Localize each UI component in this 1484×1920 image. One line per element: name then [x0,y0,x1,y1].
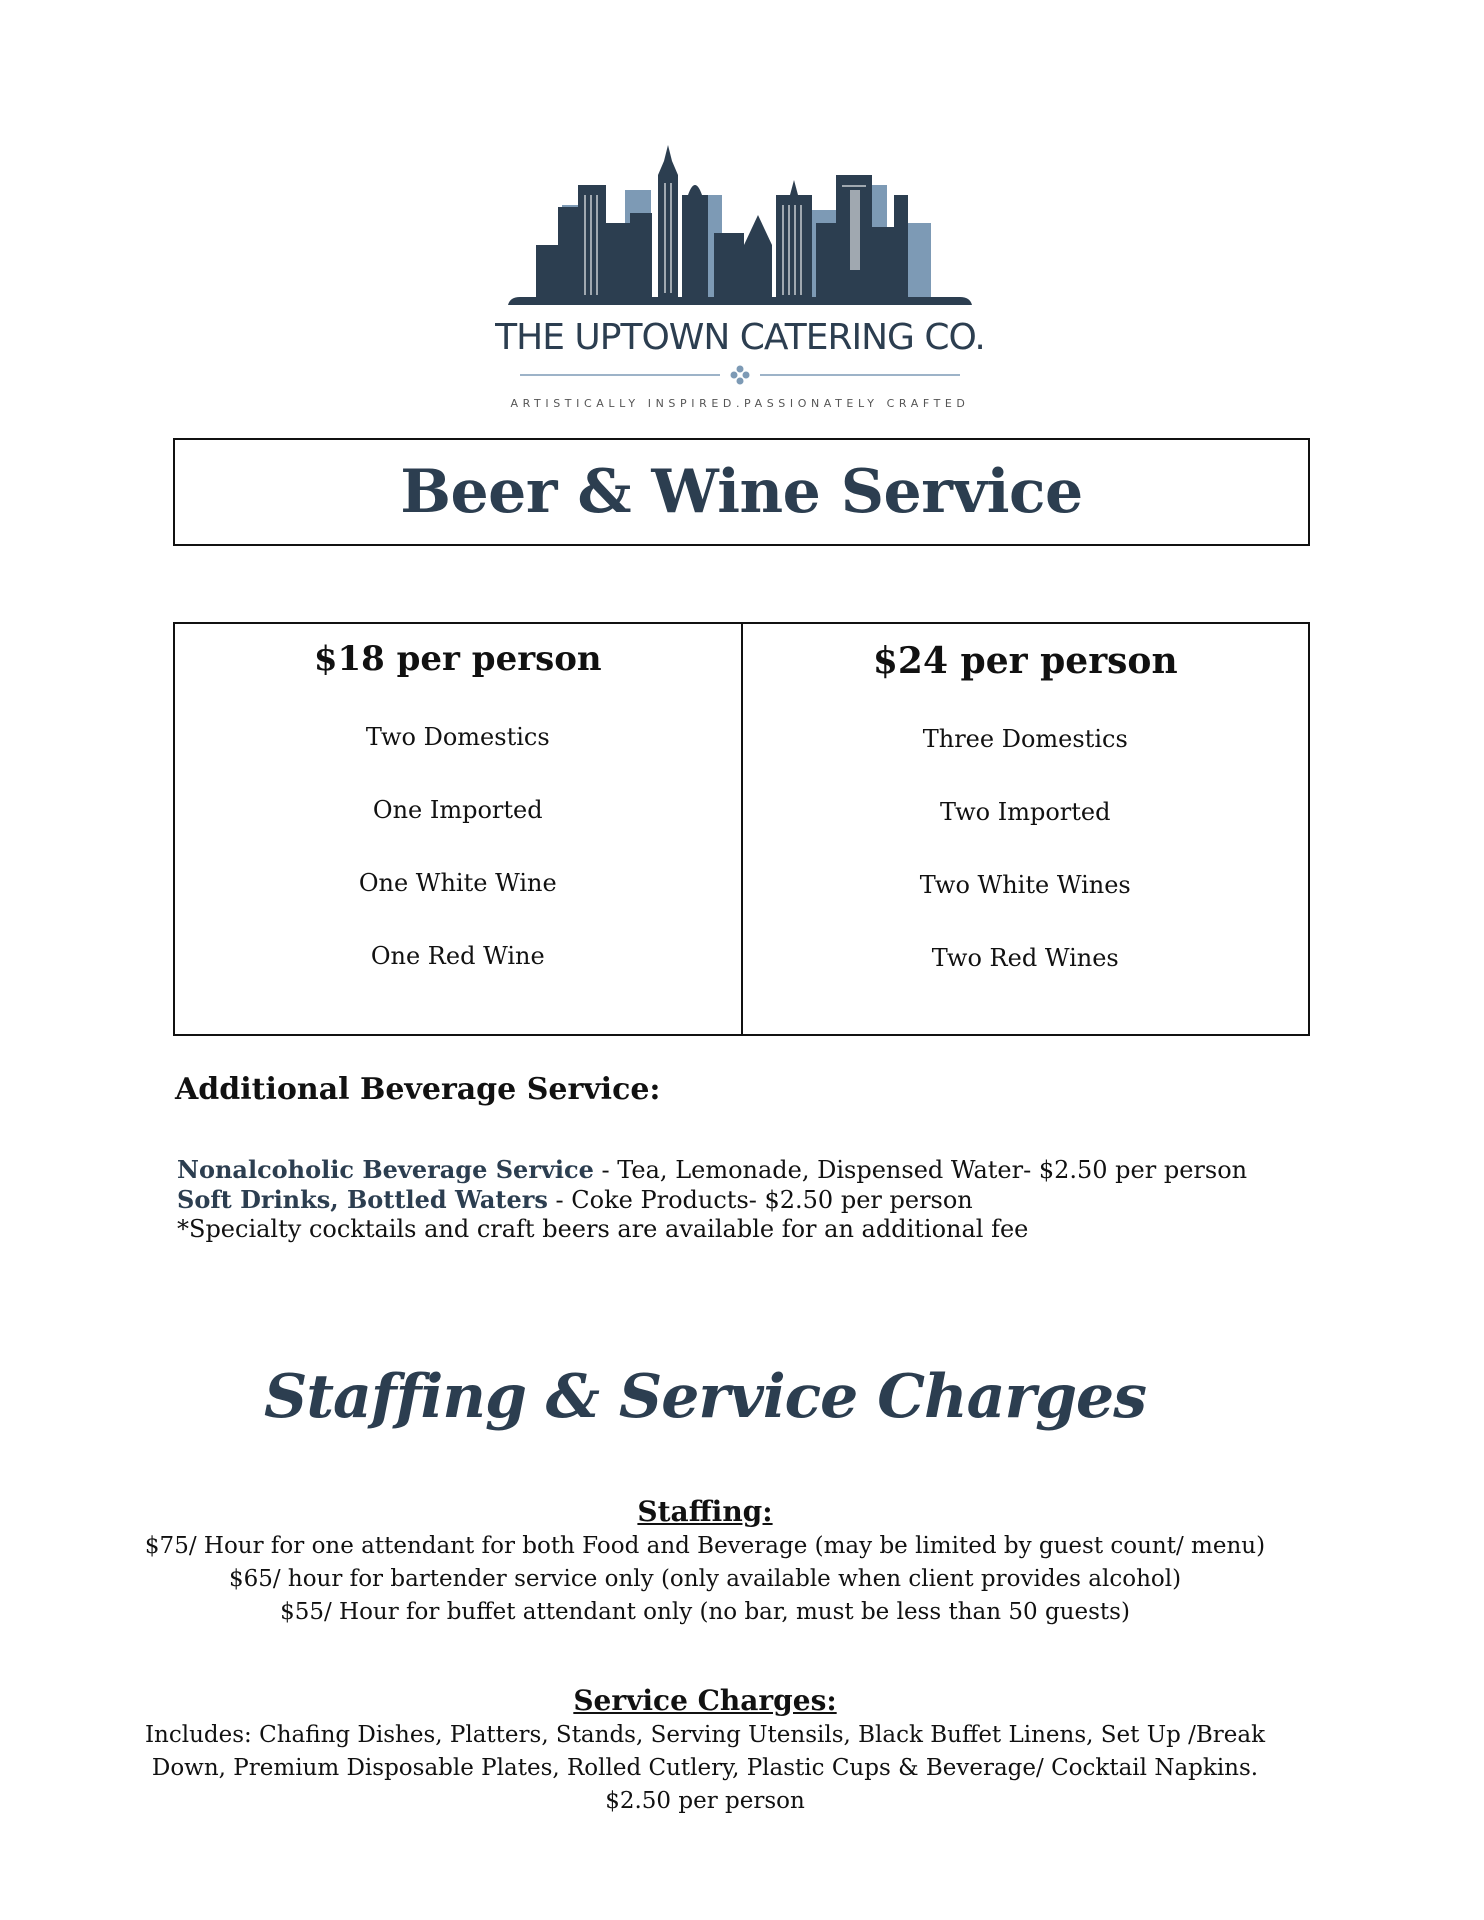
package-item: Two Red Wines [931,944,1119,972]
service-charges-line: Down, Premium Disposable Plates, Rolled Cutlery, Plastic Cups & Beverage/ Cocktail Napkins. [151,1755,1259,1781]
package-item: One Red Wine [370,942,545,970]
package-items [743,722,1309,1014]
list-item [177,1155,1247,1185]
staffing-section-title: Staffing & Service Charges [264,1362,1146,1432]
package-item: Three Domestics [922,725,1128,753]
package-column-basic [175,624,741,1034]
item-label: Nonalcoholic Beverage Service [177,1155,594,1184]
package-item: Two White Wines [919,871,1131,899]
item-text: *Specialty cocktails and craft beers are available for an additional fee [177,1215,1029,1243]
city-skyline-icon [490,135,990,315]
additional-beverage-list [177,1155,1247,1244]
divider-ornament-icon [515,365,965,385]
package-column-premium [741,624,1309,1034]
service-charges-price: $2.50 per person [605,1788,805,1814]
package-price: $24 per person [872,640,1178,682]
tagline: ARTISTICALLY INSPIRED.PASSIONATELY CRAFTED [510,397,970,410]
service-charges-block [0,1683,1410,1818]
brand-name: THE UPTOWN CATERING CO. [495,317,985,358]
company-logo [490,135,990,415]
service-charges-line: Includes: Chafing Dishes, Platters, Stands, Serving Utensils, Black Buffet Linens, Set Up /Break [144,1722,1266,1748]
package-table [173,622,1310,1036]
item-text: - Tea, Lemonade, Dispensed Water- $2.50 per person [593,1156,1248,1184]
list-item [177,1215,1247,1244]
staffing-block [0,1494,1410,1629]
additional-beverage-heading: Additional Beverage Service: [175,1072,661,1107]
staffing-heading: Staffing: [637,1495,773,1528]
package-item: Two Domestics [365,723,550,751]
package-price: $18 per person [313,639,602,679]
package-items [175,720,741,1012]
service-charges-heading: Service Charges: [573,1684,837,1717]
package-item: Two Imported [939,798,1111,826]
item-text: - Coke Products- $2.50 per person [547,1186,973,1214]
list-item [177,1185,1247,1215]
package-item: One White Wine [358,869,557,897]
staffing-line: $75/ Hour for one attendant for both Food and Beverage (may be limited by guest count/ menu) [144,1533,1266,1559]
item-label: Soft Drinks, Bottled Waters [177,1185,548,1214]
title-box [173,438,1310,546]
staffing-line: $55/ Hour for buffet attendant only (no bar, must be less than 50 guests) [280,1599,1130,1625]
package-item: One Imported [372,796,543,824]
page-title: Beer & Wine Service [400,457,1083,527]
staffing-line: $65/ hour for bartender service only (only available when client provides alcohol) [228,1566,1182,1592]
